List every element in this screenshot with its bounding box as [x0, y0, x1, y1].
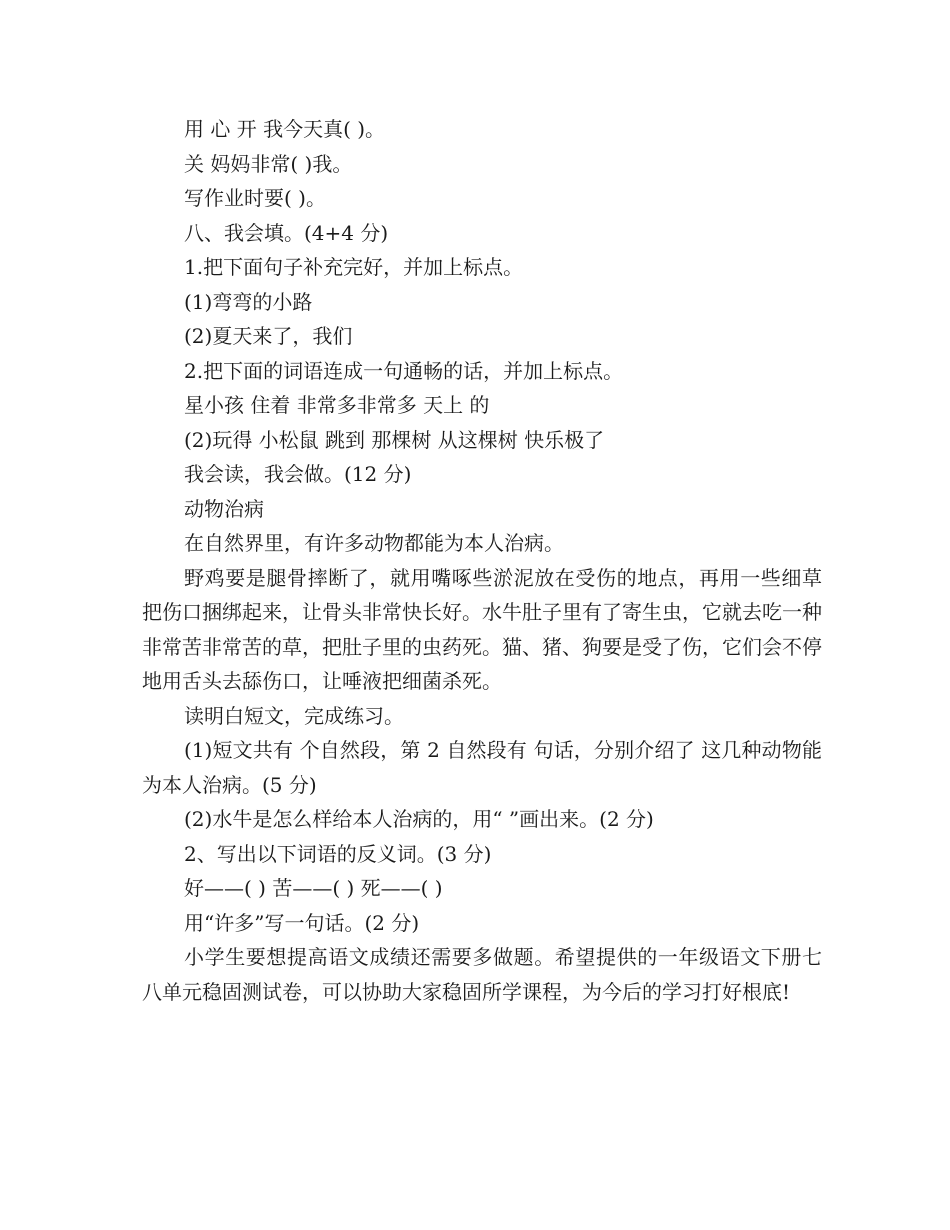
antonym-instruction: 2、写出以下词语的反义词。(3 分) [184, 841, 492, 866]
question-2-item-2: (2)玩得 小松鼠 跳到 那棵树 从这棵树 快乐极了 [184, 427, 605, 452]
passage-title: 动物治病 [184, 496, 264, 521]
question-2-item-1: 星小孩 住着 非常多非常多 天上 的 [184, 393, 490, 417]
reading-section-heading: 我会读，我会做。(12 分) [184, 462, 412, 486]
reading-instruction: 读明白短文，完成练习。 [184, 703, 404, 728]
antonym-items: 好——( ) 苦——( ) 死——( ) [184, 876, 443, 900]
document-body [142, 112, 822, 1009]
question-1-instruction: 1.把下面句子补充完好，并加上标点。 [184, 255, 524, 279]
sentence-writing-task: 用“许多”写一句话。(2 分) [184, 910, 420, 935]
question-1-item-1: (1)弯弯的小路 [184, 289, 313, 314]
passage-paragraph-1: 在自然界里，有许多动物都能为本人治病。 [184, 531, 564, 555]
exercise-line-1: 用 心 开 我今天真( )。 [184, 117, 386, 141]
reading-question-1: (1)短文共有 个自然段，第 2 自然段有 句话，分别介绍了 这几种动物能为本人治病。(5 分) [142, 738, 822, 797]
passage-paragraph-2: 野鸡要是腿骨摔断了，就用嘴啄些淤泥放在受伤的地点，再用一些细草把伤口捆绑起来，让骨头非常快长好。水牛肚子里有了寄生虫，它就去吃一种非常苦非常苦的草，把肚子里的虫药死。猫、猪、狗要是受了伤，它们会不停地用舌头去舔伤口，让唾液把细菌杀死。 [142, 565, 822, 693]
section-heading-8: 八、我会填。(4+4 分) [184, 220, 389, 245]
exercise-line-2: 关 妈妈非常( )我。 [184, 151, 353, 176]
question-2-instruction: 2.把下面的词语连成一句通畅的话，并加上标点。 [184, 358, 624, 383]
closing-paragraph: 小学生要想提高语文成绩还需要多做题。希望提供的一年级语文下册七八单元稳固测试卷，可以协助大家稳固所学课程，为今后的学习打好根底! [142, 945, 822, 1004]
exercise-line-3: 写作业时要( )。 [184, 186, 326, 210]
reading-question-2: (2)水牛是怎么样给本人治病的，用“ ”画出来。(2 分) [184, 807, 654, 831]
question-1-item-2: (2)夏天来了，我们 [184, 324, 353, 348]
